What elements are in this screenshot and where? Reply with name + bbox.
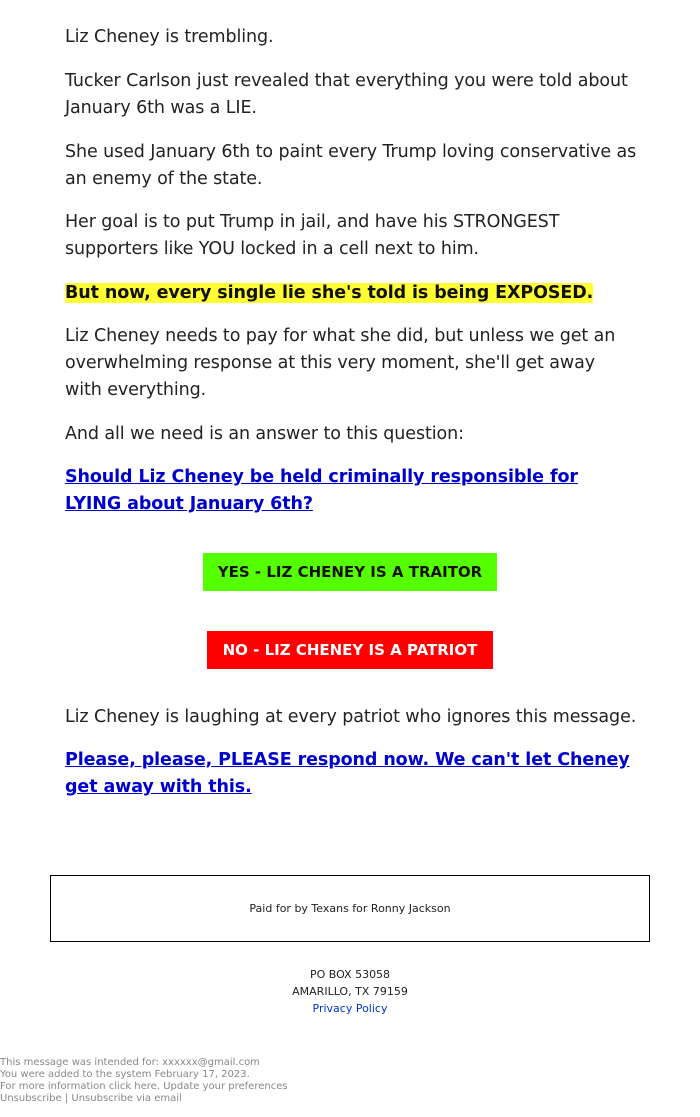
paragraph-pay: Liz Cheney needs to pay for what she did, but unless we get an overwhelming response at this very moment, she'll get away with everything. xyxy=(65,326,616,400)
privacy-policy-link[interactable]: Privacy Policy xyxy=(312,1002,388,1015)
unsubscribe-separator: | xyxy=(61,1093,72,1104)
paragraph-tucker: Tucker Carlson just revealed that everything you were told about January 6th was a LIE. xyxy=(65,71,628,118)
question-paragraph xyxy=(65,464,637,518)
paragraph-enemy: She used January 6th to paint every Trump loving conservative as an enemy of the state. xyxy=(65,142,637,189)
question-link[interactable]: Should Liz Cheney be held criminally responsible for LYING about January 6th? xyxy=(65,467,578,514)
paragraph-goal: Her goal is to put Trump in jail, and have his STRONGEST supporters like YOU locked in a cell next to him. xyxy=(65,212,560,259)
more-info-line xyxy=(0,1081,288,1093)
intended-recipient-text: This message was intended for: xxxxxx@gmail.com xyxy=(0,1057,260,1068)
added-date-text: You were added to the system February 17, 2023. xyxy=(0,1069,250,1080)
paid-for-disclaimer-box xyxy=(50,875,650,942)
respond-link[interactable]: Please, please, PLEASE respond now. We can't let Cheney get away with this. xyxy=(65,750,630,797)
unsubscribe-via-email-link[interactable]: Unsubscribe via email xyxy=(71,1093,182,1104)
highlighted-text: But now, every single lie she's told is being EXPOSED. xyxy=(65,283,594,303)
paid-for-text: Paid for by Texans for Ronny Jackson xyxy=(249,902,451,915)
mailing-address xyxy=(0,966,700,1017)
update-preferences-link[interactable]: Update your preferences xyxy=(163,1081,288,1092)
address-line-1: PO BOX 53058 xyxy=(309,968,391,981)
click-here-link[interactable]: click here xyxy=(108,1081,157,1092)
paragraph-question-intro: And all we need is an answer to this question: xyxy=(65,424,464,444)
paragraph-laughing: Liz Cheney is laughing at every patriot who ignores this message. xyxy=(65,707,637,727)
unsubscribe-link[interactable]: Unsubscribe xyxy=(0,1093,62,1104)
unsubscribe-line xyxy=(0,1093,288,1105)
more-info-prefix: For more information xyxy=(0,1081,109,1092)
email-footer xyxy=(0,1057,288,1105)
no-patriot-button[interactable]: NO - LIZ CHENEY IS A PATRIOT xyxy=(207,631,493,669)
paragraph-trembling: Liz Cheney is trembling. xyxy=(65,27,274,47)
respond-paragraph xyxy=(65,747,637,801)
yes-traitor-button[interactable]: YES - LIZ CHENEY IS A TRAITOR xyxy=(203,553,497,591)
paragraph-highlight xyxy=(65,280,637,307)
more-info-separator: . xyxy=(156,1081,164,1092)
address-line-2: AMARILLO, TX 79159 xyxy=(292,985,408,998)
